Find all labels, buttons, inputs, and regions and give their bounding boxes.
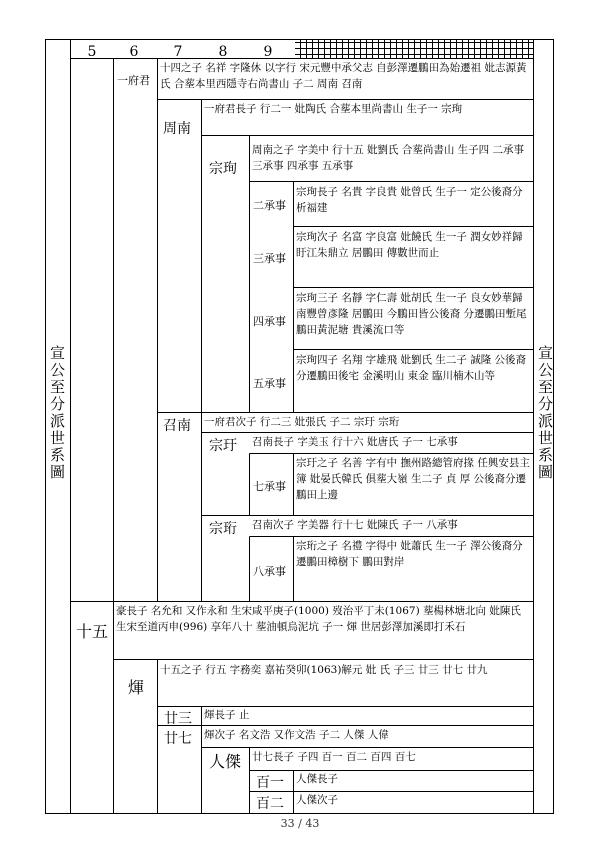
entry-text-qics: 宗玗之子 名善 字有中 撫州路總管府掾 任興安县主簿 妣晏氏韓氏 俱塟大嶺 生二子 貞 厚 公後裔分遷鵬田上邊	[296, 457, 530, 501]
entry-text-renjie: 廿七長子 子四 百一 百二 百四 百七	[252, 751, 416, 763]
person-name-sics: 四承事	[253, 315, 286, 328]
entry-text-baier: 人傑次子	[296, 794, 338, 806]
page-total: 43	[305, 817, 320, 830]
side-title-right: 宣公至分派世系圖	[536, 345, 554, 481]
person-name-hui: 煇	[128, 678, 145, 697]
entry-text-wucs: 宗珣四子 名翔 字雄飛 妣劉氏 生二子 誠隆 公後裔分遷鵬田後宅 金溪明山 東金 臨川楠木山等	[296, 354, 527, 382]
generation-number-5: 5	[87, 44, 97, 60]
person-name-zongyu: 宗玗	[209, 438, 237, 454]
person-name-niansan: 廿三	[164, 711, 192, 727]
entry-text-zongyu: 召南長子 字美玉 行十六 妣唐氏 子一 七承事	[252, 436, 458, 448]
person-name-zongheng: 宗珩	[209, 521, 237, 537]
entry-text-ercs: 宗珣長子 名貴 字良貴 妣曾氏 生子一 定公後裔分析福建	[296, 186, 523, 214]
entry-text-zhounan: 一府君長子 行二一 妣陶氏 合塟本里尚書山 生子一 宗珣	[204, 103, 463, 115]
entry-text-yifujun: 十四之子 名祥 字隆休 以字行 宋元豐中承父志 自彭澤遷鵬田為始遷祖 妣志源黃氏 合塟本里西隱寺右尚書山 子二 周南 召南	[160, 62, 527, 90]
entry-text-hui: 十五之子 行五 字務奕 嘉祐癸卯(1063)解元 妣 氏 子三 廿三 廿七 廿九	[160, 664, 488, 676]
person-name-ercs: 二承事	[253, 199, 286, 212]
person-name-shiwu: 十五	[76, 622, 109, 641]
generation-number-9: 9	[263, 44, 273, 60]
entry-text-zongxun: 周南之子 字美中 行十五 妣劉氏 合塟尚書山 生子四 二承事 三承事 四承事 五承事	[252, 144, 525, 172]
generation-number-8: 8	[218, 44, 228, 60]
page-number	[0, 817, 600, 830]
entry-text-sancs: 宗珣次子 名富 字良富 妣饒氏 生一子 潤女妙祥歸盱江朱鼎立 居鵬田 傳數世而止	[296, 231, 523, 259]
entry-text-nianqi: 煇次子 名文浩 又作文浩 子二 人傑 人偉	[204, 729, 389, 741]
entry-text-shiwu: 豪長子 名允和 又作永和 生宋咸平庚子(1000) 歿治平丁未(1067) 塟楊林塘北向 妣陳氏 生宋至道丙申(996) 享年八十 塟油頓烏泥坑 子一 煇 世居彭澤加溪即打禾石	[116, 605, 521, 633]
side-title-left: 宣公至分派世系圖	[48, 345, 66, 481]
person-name-zhaonan: 召南	[163, 418, 191, 434]
person-name-zongxun: 宗珣	[209, 161, 237, 177]
entry-text-zongheng: 召南次子 字美器 行十七 妣陳氏 子一 八承事	[252, 519, 458, 531]
person-name-bacs: 八承事	[253, 565, 286, 578]
entry-text-niansan: 煇長子 止	[204, 709, 250, 721]
person-name-wucs: 五承事	[253, 377, 286, 390]
entry-text-bacs: 宗珩之子 名禮 字得中 妣蕭氏 生一子 澤公後裔分遷鵬田樟樹下 鵬田對岸	[296, 540, 523, 568]
entry-text-baiyi: 人傑長子	[296, 773, 338, 785]
generation-number-6: 6	[129, 44, 139, 60]
person-name-baier: 百二	[256, 796, 284, 812]
entry-text-sics: 宗珣三子 名靜 字仁壽 妣胡氏 生一子 良女妙華歸南豐曾彥隆 居鵬田 今鵬田皆公後裔 分遷鵬田塹尾 鵬田黃泥塘 貴溪流口等	[296, 292, 527, 336]
page-separator: /	[294, 817, 306, 830]
person-name-yifujun: 一府君	[117, 74, 150, 87]
page-current: 33	[280, 817, 295, 830]
person-name-zhounan: 周南	[163, 121, 191, 137]
person-name-sancs: 三承事	[253, 252, 286, 265]
entry-text-zhaonan: 一府君次子 行二三 妣張氏 子二 宗玗 宗珩	[204, 416, 400, 428]
person-name-renjie: 人傑	[209, 752, 242, 771]
person-name-qics: 七承事	[253, 480, 286, 493]
person-name-nianqi: 廿七	[164, 731, 192, 747]
person-name-baiyi: 百一	[256, 775, 284, 791]
generation-number-7: 7	[173, 44, 183, 60]
